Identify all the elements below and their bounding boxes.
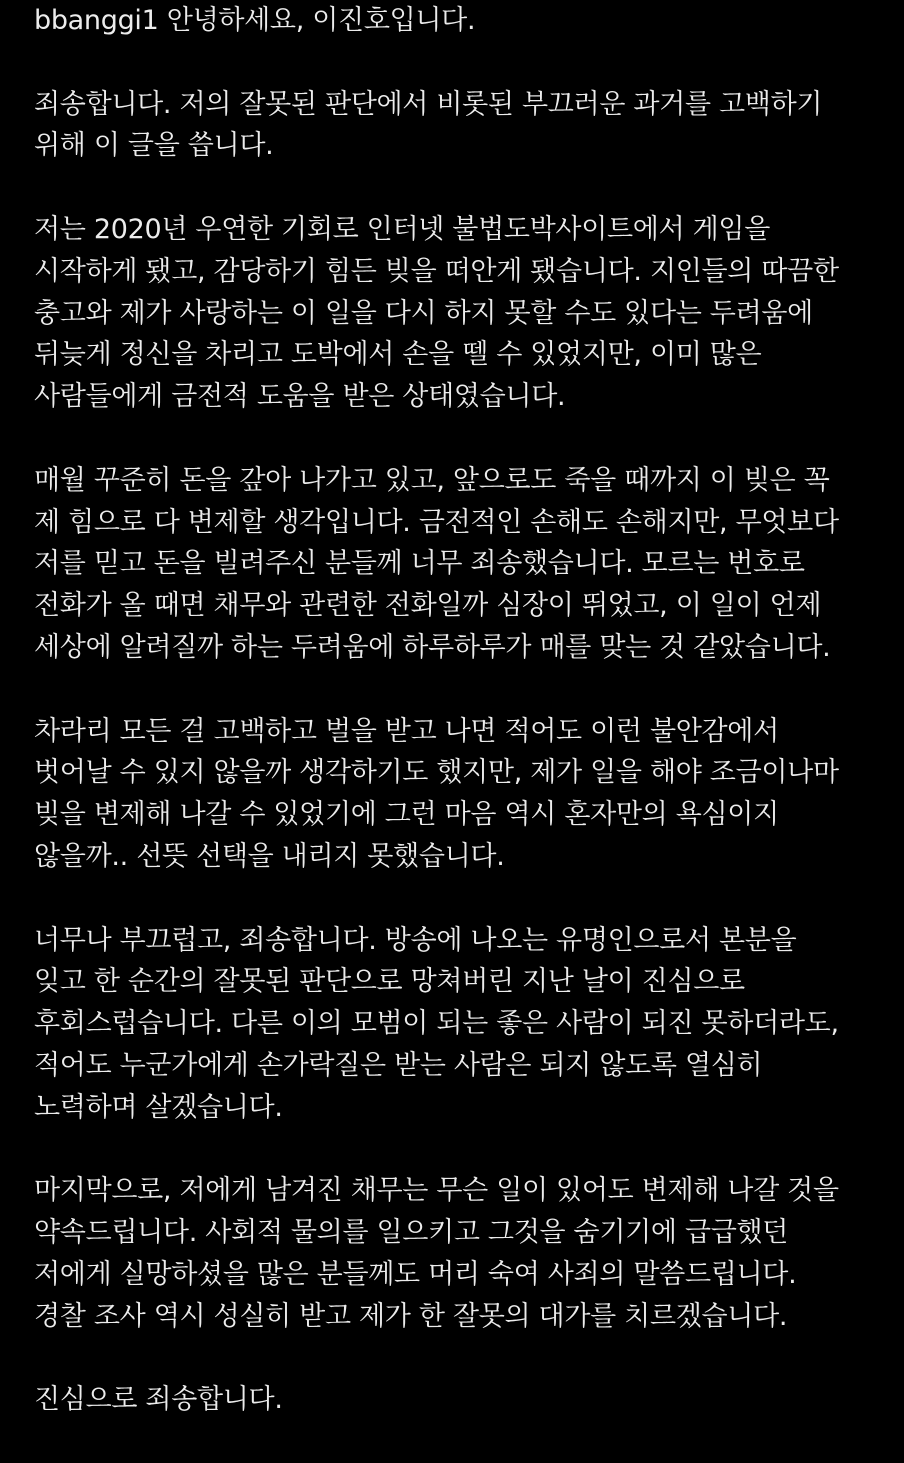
text-line: 노력하며 살겠습니다. (34, 1091, 283, 1123)
text-line: 죄송합니다. 저의 잘못된 판단에서 비롯된 부끄러운 과거를 고백하기 (34, 88, 823, 120)
text-line: 후회스럽습니다. 다른 이의 모범이 되는 좋은 사람이 되진 못하더라도, (34, 1008, 839, 1040)
text-line: 저에게 실망하셨을 많은 분들께도 머리 숙여 사죄의 말씀드립니다. (34, 1258, 797, 1290)
paragraph-2 (34, 209, 884, 418)
header-line (34, 0, 884, 42)
text-line: 시작하게 됐고, 감당하기 힘든 빚을 떠안게 됐습니다. 지인들의 따끔한 (34, 255, 839, 287)
text-line: 않을까.. 선뜻 선택을 내리지 못했습니다. (34, 840, 505, 872)
text-line: 제 힘으로 다 변제할 생각입니다. 금전적인 손해도 손해지만, 무엇보다 (34, 506, 839, 538)
paragraph-5 (34, 920, 884, 1129)
paragraph-3 (34, 460, 884, 669)
text-line: 사람들에게 금전적 도움을 받은 상태였습니다. (34, 381, 566, 413)
text-line: 마지막으로, 저에게 남겨진 채무는 무슨 일이 있어도 변제해 나갈 것을 (34, 1175, 839, 1207)
text-line: 경찰 조사 역시 성실히 받고 제가 한 잘못의 대가를 치르겠습니다. (34, 1300, 788, 1332)
text-line: 위해 이 글을 씁니다. (34, 130, 274, 162)
text-line: 매월 꾸준히 돈을 갚아 나가고 있고, 앞으로도 죽을 때까지 이 빚은 꼭 (34, 464, 830, 496)
post-body (34, 0, 884, 1463)
paragraph-1 (34, 84, 884, 168)
text-line: 진심으로 죄송합니다. (34, 1384, 283, 1416)
text-line: 빚을 변제해 나갈 수 있었기에 그런 마음 역시 혼자만의 욕심이지 (34, 799, 779, 831)
text-line: 충고와 제가 사랑하는 이 일을 다시 하지 못할 수도 있다는 두려움에 (34, 297, 813, 329)
text-line: 너무나 부끄럽고, 죄송합니다. 방송에 나오는 유명인으로서 본분을 (34, 924, 797, 956)
text-line: 벗어날 수 있지 않을까 생각하기도 했지만, 제가 일을 해야 조금이나마 (34, 757, 839, 789)
paragraph-7 (34, 1379, 884, 1421)
text-line: 적어도 누군가에게 손가락질은 받는 사람은 되지 않도록 열심히 (34, 1049, 763, 1081)
text-line: 잊고 한 순간의 잘못된 판단으로 망쳐버린 지난 날이 진심으로 (34, 966, 745, 998)
text-line: 저를 믿고 돈을 빌려주신 분들께 너무 죄송했습니다. 모르는 번호로 (34, 548, 805, 580)
post-header (34, 0, 884, 42)
text-line: 약속드립니다. 사회적 물의를 일으키고 그것을 숨기기에 급급했던 (34, 1217, 789, 1249)
paragraph-4 (34, 711, 884, 878)
text-line: 전화가 올 때면 채무와 관련한 전화일까 심장이 뛰었고, 이 일이 언제 (34, 590, 822, 622)
text-line: 세상에 알려질까 하는 두려움에 하루하루가 매를 맞는 것 같았습니다. (34, 631, 831, 663)
paragraph-6 (34, 1170, 884, 1337)
text-line: 저는 2020년 우연한 기회로 인터넷 불법도박사이트에서 게임을 (34, 213, 770, 245)
text-line: 뒤늦게 정신을 차리고 도박에서 손을 뗄 수 있었지만, 이미 많은 (34, 339, 762, 371)
text-line: 차라리 모든 걸 고백하고 벌을 받고 나면 적어도 이런 불안감에서 (34, 715, 779, 747)
greeting-text: 안녕하세요, 이진호입니다. (166, 5, 476, 36)
author-username[interactable]: bbanggi1 (34, 5, 159, 36)
